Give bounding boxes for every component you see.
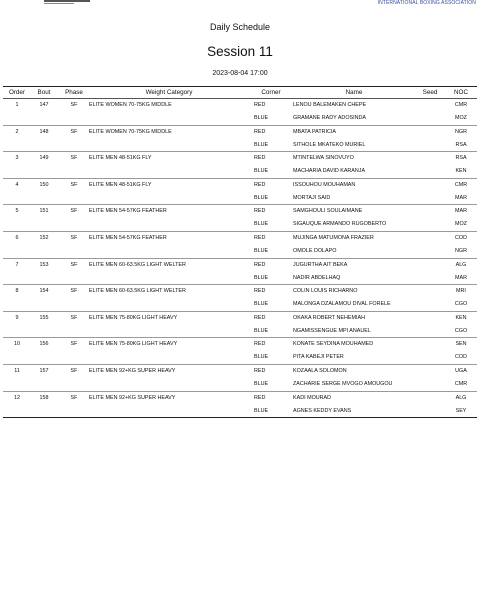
order-cell: 4 (15, 181, 19, 188)
bout-cell: 153 (39, 261, 49, 268)
blue-name-cell: MALONGA DZALAMOU DIVAL FORELE (293, 301, 391, 308)
weight-category-cell: ELITE MEN 75-80KG LIGHT HEAVY (89, 314, 178, 321)
association-name: INTERNATIONAL BOXING ASSOCIATION (377, 0, 476, 6)
blue-name-cell: NADIR ABDELHAQ (293, 274, 341, 281)
red-name-cell: OKAKA ROBERT NEHEMIAH (293, 314, 365, 321)
phase-cell: SF (70, 341, 78, 348)
red-noc-cell: COD (455, 234, 467, 241)
phase-cell: SF (70, 261, 78, 268)
red-noc-cell: NGR (455, 128, 467, 135)
bout-cell: 157 (39, 367, 49, 374)
weight-category-cell: ELITE MEN 48-51KG FLY (89, 181, 152, 188)
session-datetime: 2023-08-04 17:00 (212, 70, 268, 77)
red-noc-cell: ALG (455, 261, 467, 268)
weight-category-cell: ELITE MEN 92+KG SUPER HEAVY (89, 367, 176, 374)
table-row (3, 312, 477, 339)
blue-noc-cell: MOZ (455, 221, 467, 228)
blue-corner-cell: BLUE (254, 380, 269, 387)
blue-corner-cell: BLUE (254, 327, 269, 334)
table-row (3, 259, 477, 286)
blue-noc-cell: SEY (455, 407, 467, 414)
table-row (3, 232, 477, 259)
red-corner-cell: RED (254, 181, 266, 188)
bout-cell: 149 (39, 155, 49, 162)
phase-cell: SF (70, 181, 78, 188)
blue-noc-cell: MOZ (455, 115, 467, 121)
blue-noc-cell: MAR (455, 194, 467, 201)
red-noc-cell: ALG (455, 394, 467, 401)
table-row (3, 338, 477, 365)
weight-category-cell: ELITE WOMEN 70-75KG MIDDLE (89, 102, 172, 108)
blue-corner-cell: BLUE (254, 115, 269, 121)
weight-category-cell: ELITE MEN 92+KG SUPER HEAVY (89, 394, 176, 401)
red-noc-cell: SEN (455, 341, 467, 348)
event-logo (44, 0, 90, 7)
bout-cell: 150 (39, 181, 49, 188)
red-noc-cell: KEN (455, 314, 467, 321)
col-name: Name (345, 89, 363, 96)
red-name-cell: MTINTELWA SINOVUYO (293, 155, 354, 162)
bout-cell: 158 (39, 394, 49, 401)
order-cell: 1 (15, 102, 19, 108)
bout-cell: 151 (39, 208, 49, 215)
red-corner-cell: RED (254, 367, 266, 374)
blue-noc-cell: NGR (455, 247, 467, 254)
blue-name-cell: MORTAJI SAID (293, 194, 331, 201)
blue-name-cell: GRAMANE RADY ADOSINDA (293, 115, 366, 121)
blue-noc-cell: COD (455, 354, 467, 361)
bout-cell: 152 (39, 234, 49, 241)
blue-name-cell: OMOLE DOLAPO (293, 247, 337, 254)
red-corner-cell: RED (254, 208, 266, 215)
table-row (3, 99, 477, 126)
blue-corner-cell: BLUE (254, 407, 269, 414)
weight-category-cell: ELITE MEN 60-63.5KG LIGHT WELTER (89, 288, 186, 295)
document-title: Daily Schedule (209, 22, 271, 32)
table-row (3, 205, 477, 232)
col-phase: Phase (65, 89, 83, 96)
weight-category-cell: ELITE WOMEN 70-75KG MIDDLE (89, 128, 172, 135)
red-corner-cell: RED (254, 394, 266, 401)
phase-cell: SF (70, 394, 78, 401)
col-order: Order (8, 89, 26, 96)
weight-category-cell: ELITE MEN 75-80KG LIGHT HEAVY (89, 341, 178, 348)
phase-cell: SF (70, 367, 78, 374)
table-row (3, 285, 477, 312)
red-noc-cell: MRI (456, 288, 466, 295)
table-row (3, 179, 477, 206)
table-body (3, 99, 477, 417)
bout-cell: 147 (39, 102, 49, 108)
phase-cell: SF (70, 128, 78, 135)
blue-name-cell: PITA KABEJI PETER (293, 354, 344, 361)
table-row (3, 392, 477, 418)
table-row (3, 365, 477, 392)
col-seed: Seed (422, 89, 438, 96)
red-corner-cell: RED (254, 102, 266, 108)
order-cell: 8 (15, 288, 19, 295)
red-corner-cell: RED (254, 234, 266, 241)
red-noc-cell: CMR (454, 181, 468, 188)
red-noc-cell: UGA (455, 367, 467, 374)
col-weight-category: Weight Category (145, 89, 193, 96)
blue-noc-cell: CGO (454, 301, 468, 308)
red-corner-cell: RED (254, 128, 266, 135)
bout-cell: 155 (39, 314, 49, 321)
col-noc: NOC (454, 89, 468, 96)
blue-corner-cell: BLUE (254, 354, 269, 361)
order-cell: 11 (14, 367, 20, 374)
blue-corner-cell: BLUE (254, 301, 269, 308)
weight-category-cell: ELITE MEN 54-57KG FEATHER (89, 234, 167, 241)
blue-corner-cell: BLUE (254, 247, 269, 254)
bout-cell: 148 (39, 128, 49, 135)
red-noc-cell: MAR (455, 208, 467, 215)
blue-name-cell: ZACHARIE SERGE MVOGO AMOUGOU (293, 380, 393, 387)
col-corner: Corner (261, 89, 281, 96)
red-name-cell: KOZAALA SOLOMON (293, 367, 347, 374)
blue-corner-cell: BLUE (254, 168, 269, 175)
blue-name-cell: MACHARIA DAVID KARANJA (293, 168, 366, 175)
weight-category-cell: ELITE MEN 60-63.5KG LIGHT WELTER (89, 261, 186, 268)
red-corner-cell: RED (254, 261, 266, 268)
order-cell: 5 (15, 208, 19, 215)
phase-cell: SF (70, 288, 78, 295)
order-cell: 9 (15, 314, 19, 321)
red-name-cell: KADI MOURAD (293, 394, 332, 401)
red-name-cell: LENOU BALEMAKEN CHEPE (293, 102, 367, 108)
blue-corner-cell: BLUE (254, 141, 269, 148)
phase-cell: SF (70, 314, 78, 321)
bout-cell: 156 (39, 341, 49, 348)
table-row (3, 126, 477, 153)
red-name-cell: JUGURTHA AIT BEKA (293, 261, 348, 268)
phase-cell: SF (70, 234, 78, 241)
red-noc-cell: CMR (454, 102, 468, 108)
blue-corner-cell: BLUE (254, 274, 269, 281)
blue-noc-cell: CMR (454, 380, 468, 387)
red-name-cell: COLIN LOUIS RICHARNO (293, 288, 358, 295)
order-cell: 2 (15, 128, 19, 135)
col-bout: Bout (37, 89, 51, 96)
order-cell: 6 (15, 234, 19, 241)
bout-table (3, 86, 477, 418)
red-name-cell: KONATE SEYDINA MOUHAMED (293, 341, 374, 348)
red-name-cell: SAMGHOULI SOULAIMANE (293, 208, 363, 215)
blue-corner-cell: BLUE (254, 194, 269, 201)
blue-corner-cell: BLUE (254, 221, 269, 228)
table-header (3, 87, 477, 99)
red-corner-cell: RED (254, 314, 266, 321)
red-name-cell: MUJINGA MATUMONA FRAZIER (293, 234, 374, 241)
red-corner-cell: RED (254, 341, 266, 348)
session-title: Session 11 (207, 44, 273, 59)
red-corner-cell: RED (254, 155, 266, 162)
order-cell: 10 (14, 341, 20, 348)
blue-noc-cell: KEN (455, 168, 467, 175)
order-cell: 3 (15, 155, 19, 162)
weight-category-cell: ELITE MEN 54-57KG FEATHER (89, 208, 167, 215)
order-cell: 7 (15, 261, 19, 268)
red-name-cell: MBATA PATRICIA (293, 128, 337, 135)
order-cell: 12 (14, 394, 20, 401)
blue-name-cell: AGNES KEDDY EVANS (293, 407, 352, 414)
blue-name-cell: SITHOLE MKATEKO MURIEL (293, 141, 366, 148)
red-corner-cell: RED (254, 288, 266, 295)
blue-name-cell: NGAMISSENGUE MPI ANAUEL (293, 327, 371, 334)
weight-category-cell: ELITE MEN 48-51KG FLY (89, 155, 152, 162)
bout-cell: 154 (39, 288, 49, 295)
blue-noc-cell: RSA (455, 141, 467, 148)
phase-cell: SF (70, 102, 78, 108)
phase-cell: SF (70, 155, 78, 162)
phase-cell: SF (70, 208, 78, 215)
blue-name-cell: SIGAUQUE ARMANDO RUGOBERTO (293, 221, 387, 228)
table-row (3, 152, 477, 179)
blue-noc-cell: MAR (455, 274, 467, 281)
red-name-cell: ISSOUHOU MOUHAMAN (293, 181, 356, 188)
blue-noc-cell: CGO (454, 327, 468, 334)
red-noc-cell: RSA (455, 155, 467, 162)
